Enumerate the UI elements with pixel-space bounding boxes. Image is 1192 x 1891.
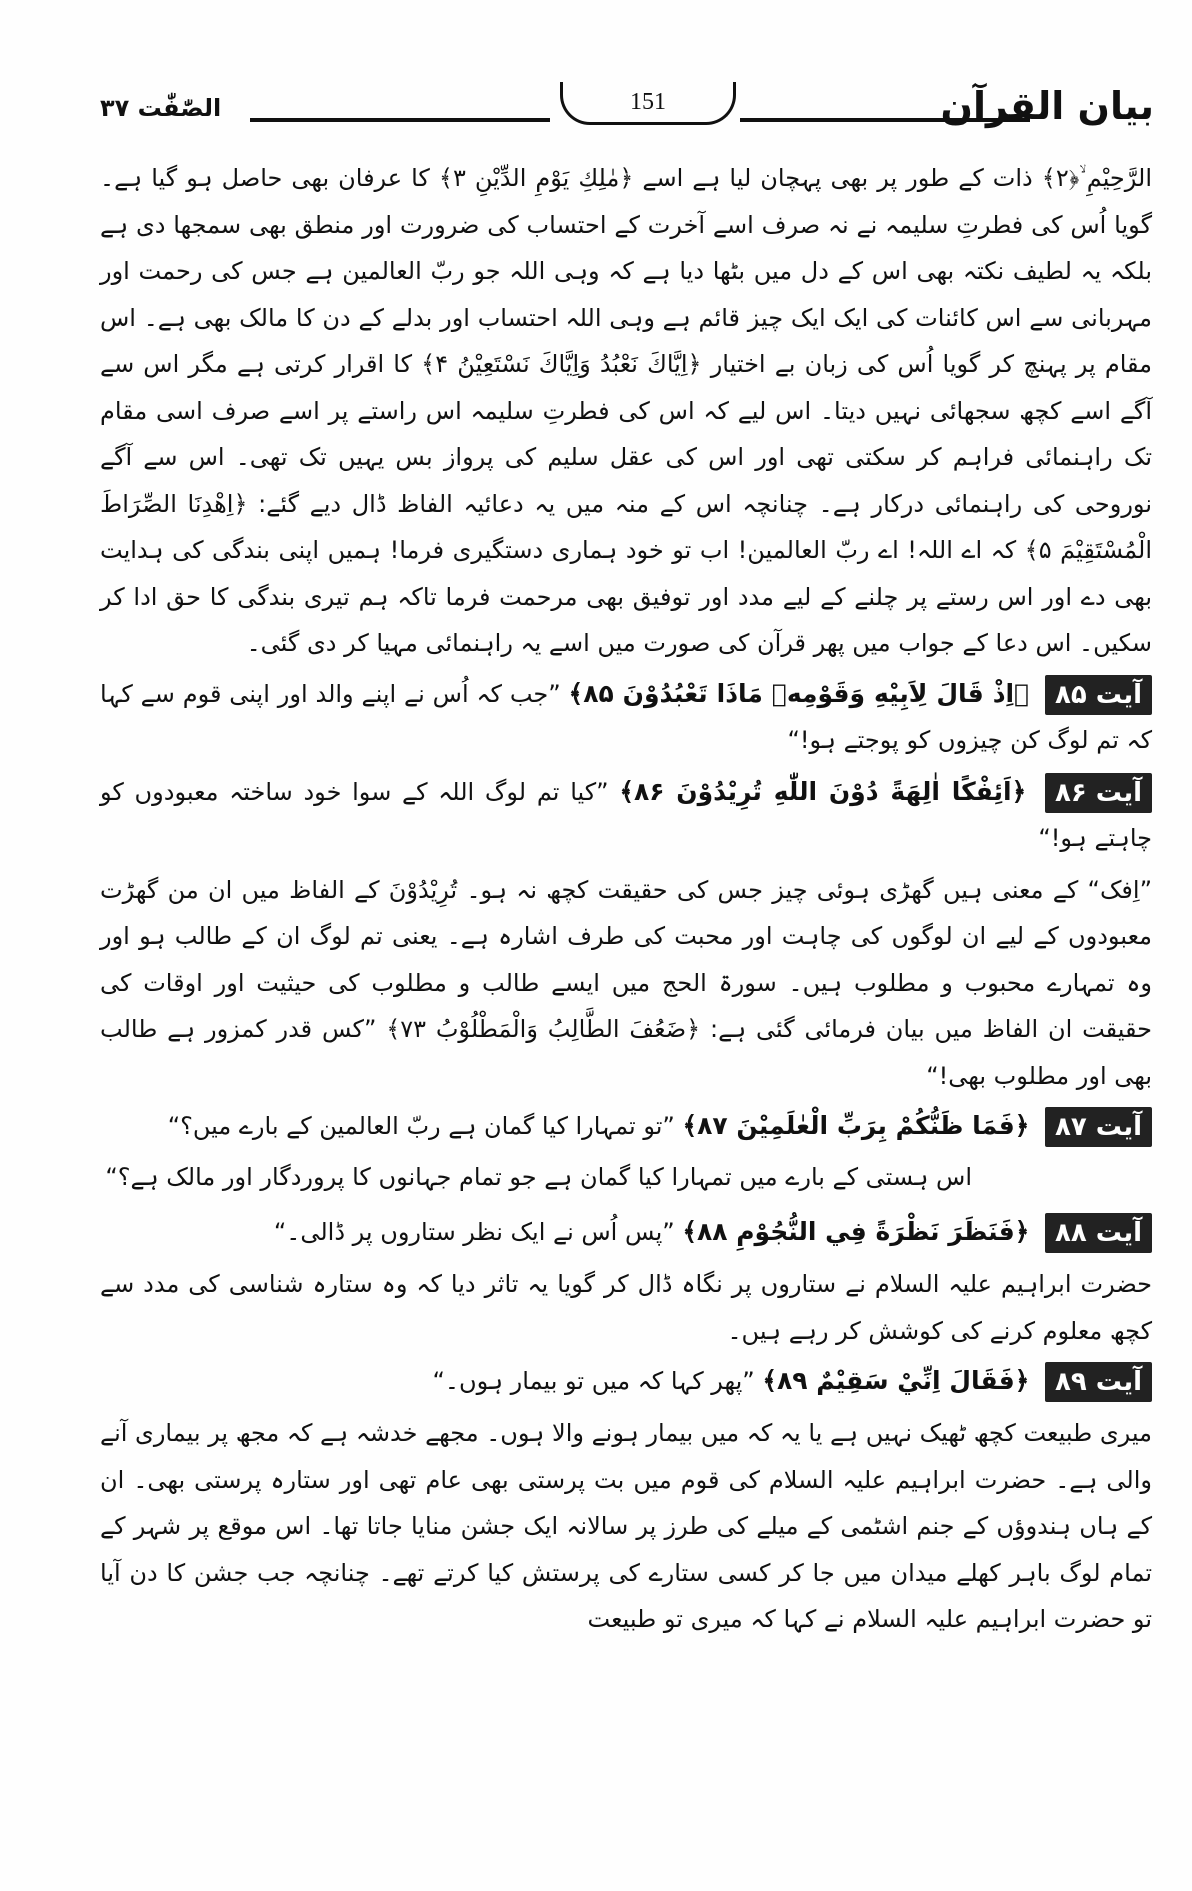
ayah-85	[100, 671, 1152, 763]
ayah-arabic: ﴿فَنَظَرَ نَظْرَةً فِي النُّجُوْمِ ۸۸﴾	[682, 1217, 1030, 1246]
page-header	[100, 82, 1154, 152]
ayah-translation: ”کیا تم لوگ اللہ کے سوا خود ساختہ معبودوں کو چاہتے ہو!“	[100, 777, 1152, 852]
ayah-arabic: ﴿اَئِفْكًا اٰلِهَةً دُوْنَ اللّٰهِ تُرِيْدُوْنَ ۸۶﴾	[619, 776, 1027, 806]
ayah-translation: ”پھر کہا کہ میں تو بیمار ہوں۔“	[432, 1367, 755, 1395]
intro-paragraph: الرَّحِيْمِ ۙ﴿۲﴾ ذات کے طور پر بھی پہچان لیا ہے اسے ﴿مٰلِكِ يَوْمِ الدِّيْنِ ۳﴾ کا عرفان بھی حاصل ہو گیا ہے۔ گویا اُس کی فطرتِ سلیمہ نے نہ صرف اسے آخرت کے احتساب کی ضرورت اور منطق بھی سمجھا دی ہے بلکہ یہ لطیف نکتہ بھی اس کے دل میں بٹھا دیا ہے کہ وہی اللہ جو ربّ العالمین ہے جس کی رحمت اور مہربانی سے اس کائنات کی ایک ایک چیز قائم ہے وہی اللہ احتساب اور بدلے کے دن کا مالک بھی ہے۔ اس مقام پر پہنچ کر گویا اُس کی زبان بے اختیار ﴿اِيَّاكَ نَعْبُدُ وَاِيَّاكَ نَسْتَعِيْنُ ۴﴾ کا اقرار کرتی ہے مگر اس سے آگے اسے کچھ سجھائی نہیں دیتا۔ اس لیے کہ اس کی فطرتِ سلیمہ اس راستے پر اسے صرف اسی مقام تک راہنمائی فراہم کر سکتی تھی اور اس کی عقل سلیم کی پرواز بس یہیں تک تھی۔ اس سے آگے نوروحی کی راہنمائی درکار ہے۔ چنانچہ اس کے منہ میں یہ دعائیہ الفاظ ڈال دیے گئے: ﴿اِهْدِنَا الصِّرَاطَ الْمُسْتَقِيْمَ ۵﴾ کہ اے اللہ! اے ربّ العالمین! اب تو خود ہماری دستگیری فرما! ہمیں اپنی بندگی کی ہدایت بھی دے اور اس رستے پر چلنے کے لیے مدد اور توفیق بھی مرحمت فرما تاکہ ہم تیری بندگی کا حق ادا کر سکیں۔ اس دعا کے جواب میں پھر قرآن کی صورت میں اسے یہ راہنمائی مہیا کر دی گئی۔	[100, 164, 1152, 657]
ayah-label: آیت ۸۵	[1045, 675, 1152, 715]
ayah-arabic: ﴿فَقَالَ اِنِّيْ سَقِيْمٌ ۸۹﴾	[762, 1366, 1030, 1395]
ayah-88	[100, 1209, 1152, 1255]
ayah-arabic: ﴿فَمَا ظَنُّكُمْ بِرَبِّ الْعٰلَمِيْنَ ۸۷﴾	[682, 1111, 1030, 1140]
ayah-label: آیت ۸۸	[1045, 1213, 1152, 1253]
ayah-arabic: ﴿اِذْ قَالَ لِاَبِيْهِ وَقَوْمِهٖ مَاذَا تَعْبُدُوْنَ ۸۵﴾	[568, 678, 1030, 708]
ayah-translation: ”تو تمہارا کیا گمان ہے ربّ العالمین کے بارے میں؟“	[167, 1112, 675, 1140]
ayah-89	[100, 1358, 1152, 1404]
page-number: 151	[560, 82, 736, 125]
header-rule-left	[250, 118, 550, 122]
ayah-translation: ”جب کہ اُس نے اپنے والد اور اپنی قوم سے کہا کہ تم لوگ کن چیزوں کو پوجتے ہو!“	[100, 679, 1152, 754]
commentary-86: ”اِفک“ کے معنی ہیں گھڑی ہوئی چیز جس کی حقیقت کچھ نہ ہو۔ تُرِيْدُوْنَ کے الفاظ میں ان من گھڑت معبودوں کے لیے ان لوگوں کی چاہت اور محبت کی طرف اشارہ ہے۔ یعنی تم لوگ ان کے طالب ہو اور وہ تمہارے محبوب و مطلوب ہیں۔ سورۃ الحج میں ایسے طالب و مطلوب کی حیثیت اور اوقات کی حقیقت ان الفاظ میں بیان فرمائی گئی ہے: ﴿ضَعُفَ الطَّالِبُ وَالْمَطْلُوْبُ ۷۳﴾ ”کس قدر کمزور ہے طالب بھی اور مطلوب بھی!“	[100, 875, 1153, 1090]
commentary-89: میری طبیعت کچھ ٹھیک نہیں ہے یا یہ کہ میں بیمار ہونے والا ہوں۔ مجھے خدشہ ہے کہ مجھ پر بیماری آنے والی ہے۔ حضرت ابراہیم علیہ السلام کی قوم میں بت پرستی بھی عام تھی اور ستارہ پرستی بھی۔ ان کے ہاں ہندوؤں کے جنم اشٹمی کے میلے کی طرز پر سالانہ ایک جشن منایا جاتا تھا۔ اس موقع پر شہر کے تمام لوگ باہر کھلے میدان میں جا کر کسی ستارے کی پرستش کیا کرتے تھے۔ چنانچہ جب جشن کا دن آیا تو حضرت ابراہیم علیہ السلام نے کہا کہ میری تو طبیعت	[100, 1419, 1152, 1633]
ayah-label: آیت ۸۹	[1045, 1362, 1152, 1402]
commentary-87: اس ہستی کے بارے میں تمہارا کیا گمان ہے جو تمام جہانوں کا پروردگار اور مالک ہے؟“	[105, 1163, 972, 1191]
ayah-label: آیت ۸۶	[1045, 773, 1152, 813]
ayah-label: آیت ۸۷	[1045, 1107, 1152, 1147]
ayah-87	[100, 1103, 1152, 1149]
ayah-86	[100, 769, 1152, 861]
header-rule-right	[740, 118, 1030, 122]
page-body	[100, 155, 1152, 1647]
book-title: بیان القرآن	[940, 84, 1154, 128]
surah-name: الصّٰفّٰت ۳۷	[100, 94, 222, 122]
commentary-88: حضرت ابراہیم علیہ السلام نے ستاروں پر نگاہ ڈال کر گویا یہ تاثر دیا کہ وہ ستارہ شناسی کی مدد سے کچھ معلوم کرنے کی کوشش کر رہے ہیں۔	[100, 1270, 1152, 1345]
ayah-translation: ”پس اُس نے ایک نظر ستاروں پر ڈالی۔“	[273, 1218, 675, 1246]
